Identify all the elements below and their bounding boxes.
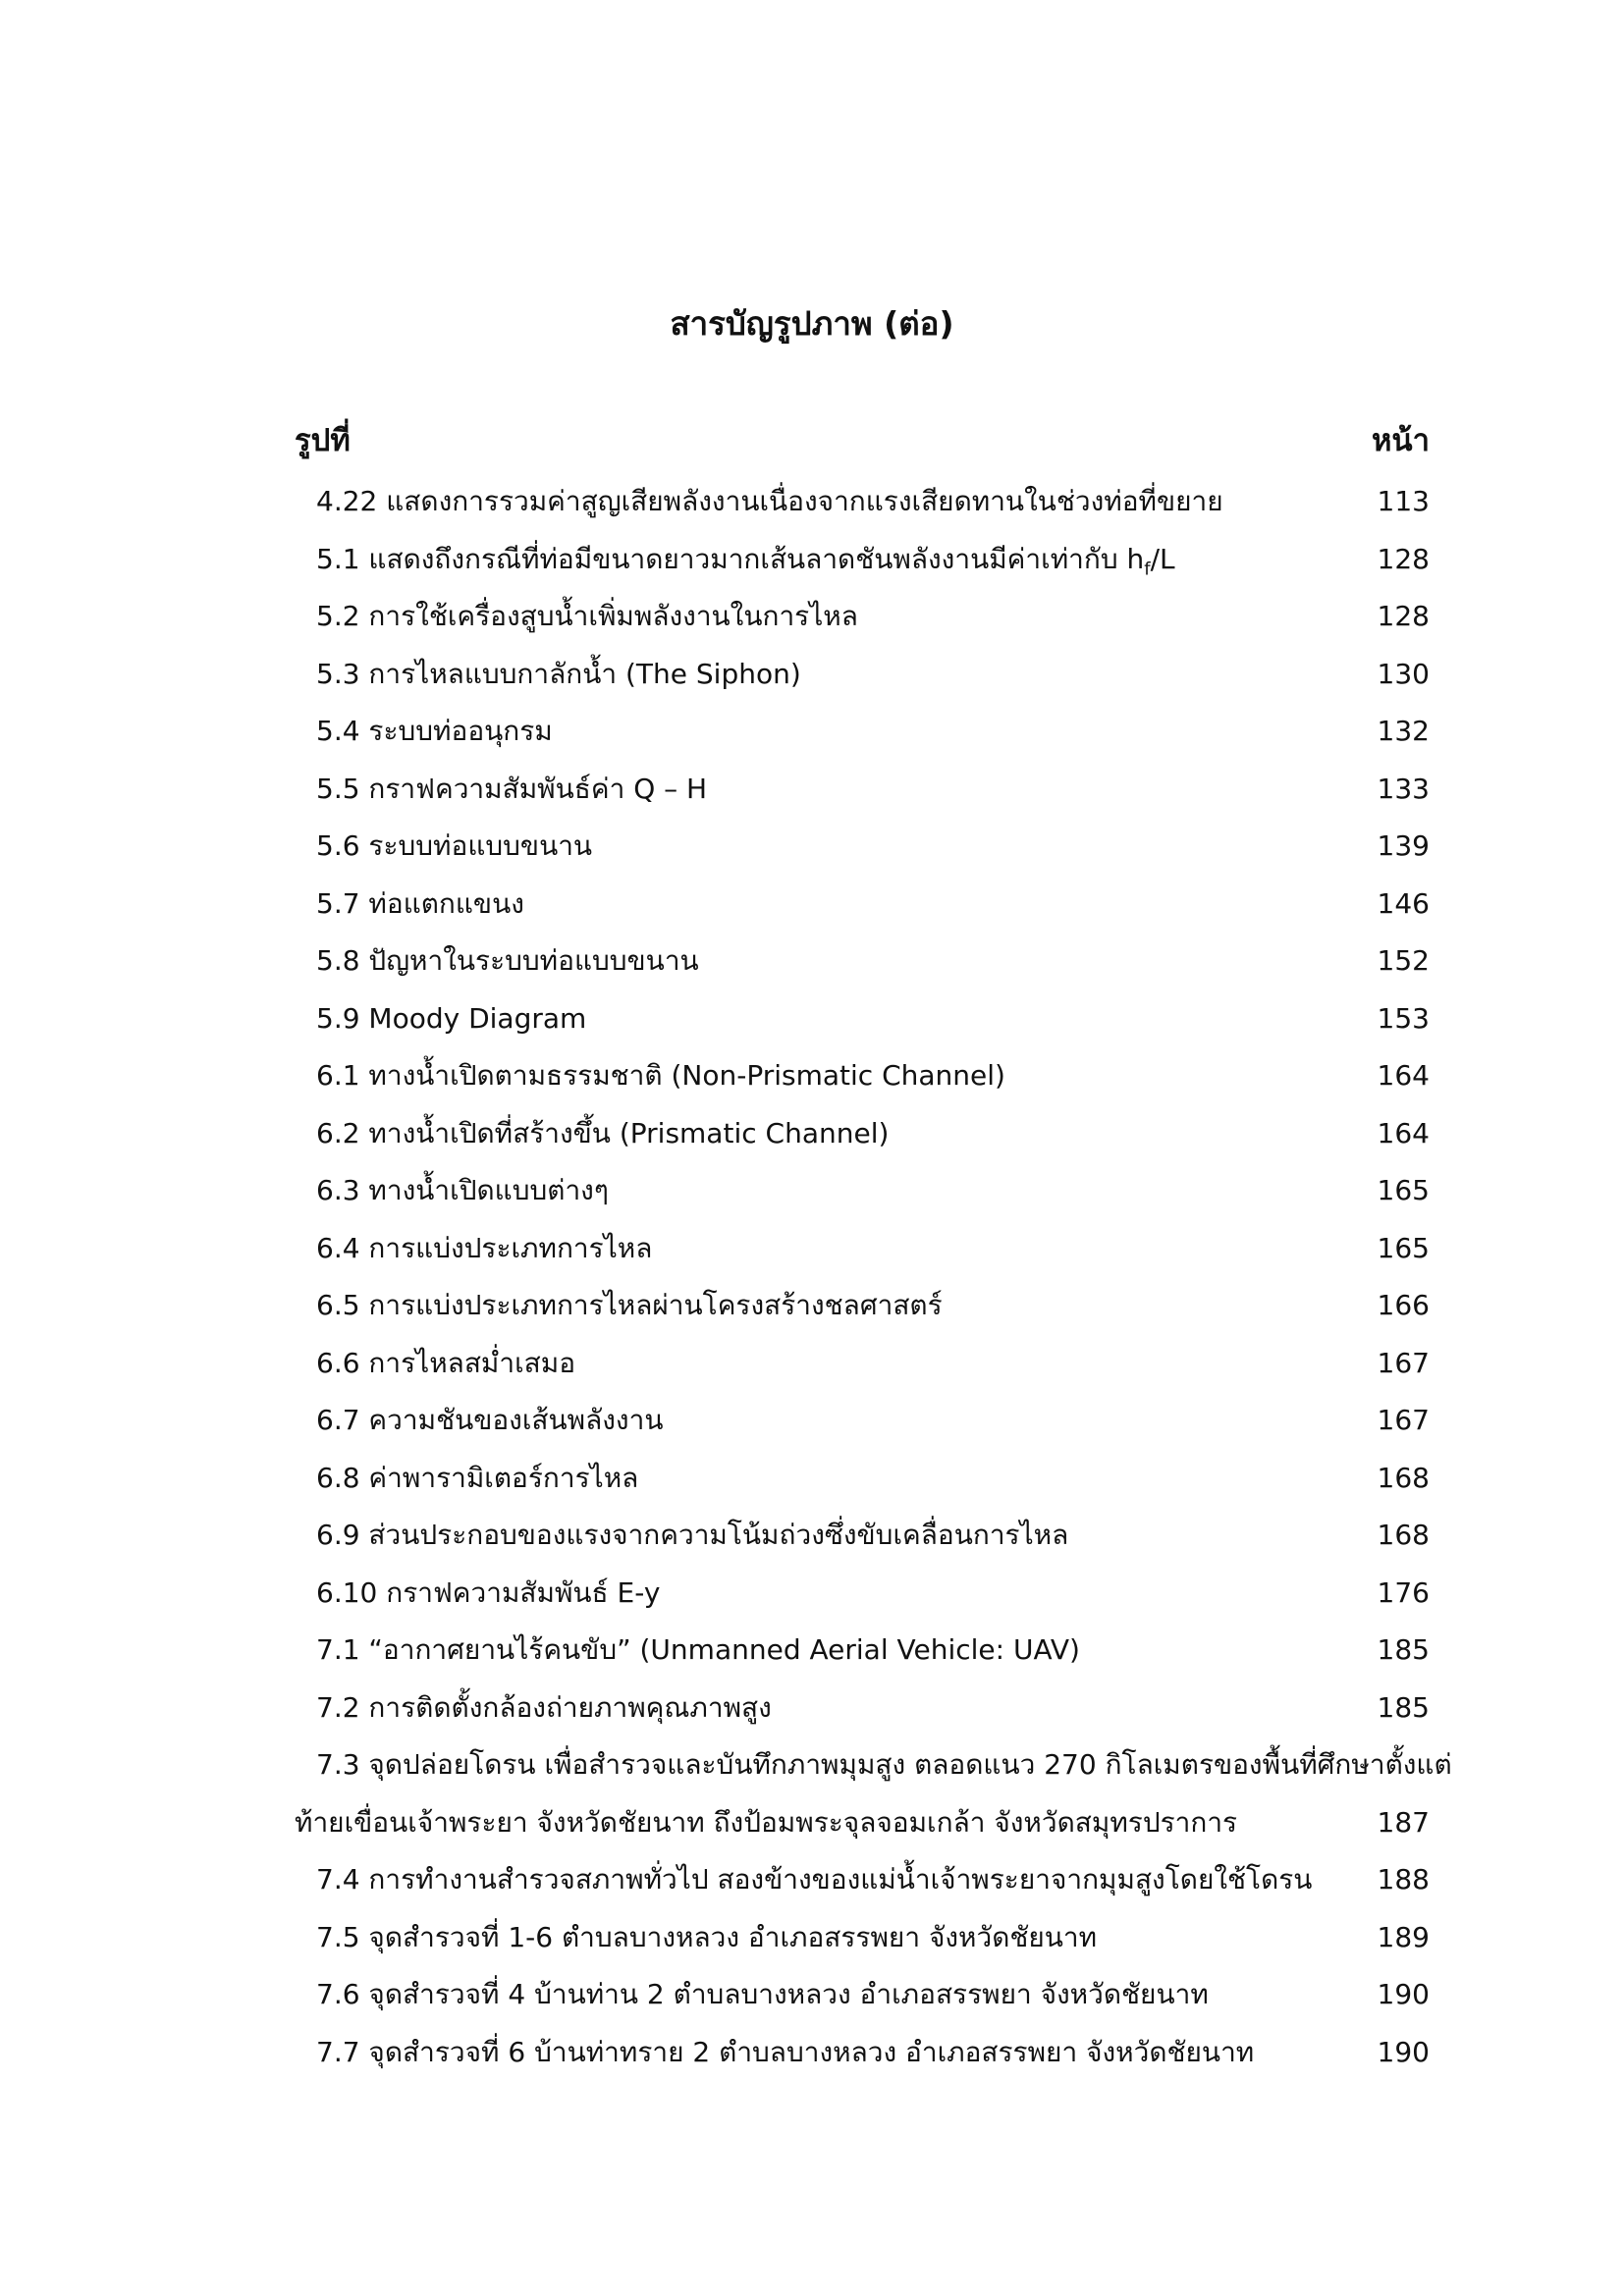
list-item (295, 1392, 1430, 1450)
page-number: 146 (1377, 886, 1430, 920)
column-header-page: หน้า (1371, 423, 1430, 458)
figure-caption: 5.3 การไหลแบบกาลักน้ำ (The Siphon) (316, 657, 801, 690)
page-number: 188 (1377, 1863, 1430, 1896)
list-item (295, 1507, 1430, 1565)
page-number: 128 (1377, 542, 1430, 575)
page-number: 176 (1377, 1575, 1430, 1609)
page-number: 189 (1377, 1920, 1430, 1953)
figure-caption: 5.8 ปัญหาในระบบท่อแบบขนาน (316, 944, 699, 977)
list-item (295, 1851, 1430, 1909)
list-item (295, 990, 1430, 1048)
page-number: 190 (1377, 2035, 1430, 2068)
page-number: 165 (1377, 1231, 1430, 1264)
list-item (295, 818, 1430, 876)
list-item (295, 1622, 1430, 1680)
page-number: 187 (1377, 1805, 1430, 1839)
page-number: 153 (1377, 1001, 1430, 1035)
figure-caption: 5.4 ระบบท่ออนุกรม (316, 715, 553, 747)
list-item (295, 761, 1430, 819)
figure-caption: 5.9 Moody Diagram (316, 1001, 587, 1035)
page-number: 168 (1377, 1519, 1430, 1551)
figure-caption: 5.2 การใช้เครื่องสูบน้ำเพิ่มพลังงานในการไหล (316, 600, 858, 632)
figure-caption: ท้ายเขื่อนเจ้าพระยา จังหวัดชัยนาท ถึงป้อมพระจุลจอมเกล้า จังหวัดสมุทรปราการ (295, 1805, 1238, 1839)
figure-caption: 7.2 การติดตั้งกล้องถ่ายภาพคุณภาพสูง (316, 1690, 772, 1724)
figure-caption (316, 531, 1175, 589)
page-number: 152 (1377, 944, 1430, 977)
figure-caption: 6.5 การแบ่งประเภทการไหลผ่านโครงสร้างชลศาสตร์ (316, 1289, 943, 1321)
page-number: 166 (1377, 1289, 1430, 1321)
figure-caption: 6.3 ทางน้ำเปิดแบบต่างๆ (316, 1174, 609, 1206)
page-number: 130 (1377, 657, 1430, 690)
caption-subscript: f (1144, 559, 1151, 580)
figure-caption: 6.6 การไหลสม่ำเสมอ (316, 1346, 576, 1379)
list-item (295, 1565, 1430, 1623)
caption-tail: /L (1150, 542, 1175, 575)
page-number: 132 (1377, 715, 1430, 747)
list-item (295, 2024, 1430, 2082)
list-item (295, 531, 1430, 589)
page-number: 185 (1377, 1690, 1430, 1724)
page-number: 190 (1377, 1978, 1430, 2010)
figure-caption: 6.1 ทางน้ำเปิดตามธรรมชาติ (Non-Prismatic Channel) (316, 1059, 1005, 1092)
caption-text: 5.1 แสดงถึงกรณีที่ท่อมีขนาดยาวมากเส้นลาดชันพลังงานมีค่าเท่ากับ h (316, 542, 1145, 575)
page-number: 167 (1377, 1346, 1430, 1379)
figure-caption: 6.9 ส่วนประกอบของแรงจากความโน้มถ่วงซึ่งขับเคลื่อนการไหล (316, 1519, 1069, 1551)
list-item (295, 1162, 1430, 1220)
figure-caption: 5.7 ท่อแตกแขนง (316, 886, 524, 920)
figure-caption: 6.4 การแบ่งประเภทการไหล (316, 1231, 653, 1264)
page-number: 168 (1377, 1461, 1430, 1494)
page-number: 164 (1377, 1059, 1430, 1092)
page-number: 165 (1377, 1174, 1430, 1206)
figure-caption: 7.7 จุดสำรวจที่ 6 บ้านท่าทราย 2 ตำบลบางหลวง อำเภอสรรพยา จังหวัดชัยนาท (316, 2035, 1255, 2068)
list-item (295, 588, 1430, 646)
page-number: 139 (1377, 829, 1430, 862)
figure-caption: 5.6 ระบบท่อแบบขนาน (316, 829, 593, 862)
figure-caption: 4.22 แสดงการรวมค่าสูญเสียพลังงานเนื่องจากแรงเสียดทานในช่วงท่อที่ขยาย (316, 485, 1223, 517)
figure-caption: 7.4 การทำงานสำรวจสภาพทั่วไป สองข้างของแม่น้ำเจ้าพระยาจากมุมสูงโดยใช้โดรน (316, 1863, 1313, 1896)
list-item-continuation (295, 1794, 1430, 1852)
list-item (295, 1220, 1430, 1278)
list-item (295, 1736, 1452, 1794)
list-item (295, 703, 1430, 761)
page-number: 167 (1377, 1404, 1430, 1436)
figure-list (295, 473, 1452, 2081)
list-item (295, 933, 1430, 990)
list-item (295, 1680, 1430, 1737)
list-item (295, 646, 1430, 704)
page-title: สารบัญรูปภาพ (ต่อ) (670, 304, 954, 343)
list-item (295, 1966, 1430, 2024)
list-item (295, 1335, 1430, 1393)
list-item (295, 1105, 1430, 1163)
figure-caption: 6.2 ทางน้ำเปิดที่สร้างขึ้น (Prismatic Channel) (316, 1116, 890, 1149)
page-number: 185 (1377, 1633, 1430, 1666)
page-number: 133 (1377, 772, 1430, 805)
list-item (295, 1047, 1430, 1105)
figure-caption: 6.7 ความชันของเส้นพลังงาน (316, 1404, 664, 1436)
figure-caption: 7.3 จุดปล่อยโดรน เพื่อสำรวจและบันทึกภาพมุมสูง ตลอดแนว 270 กิโลเมตรของพื้นที่ศึกษาตั้งแต่ (316, 1748, 1452, 1781)
figure-caption: 7.6 จุดสำรวจที่ 4 บ้านท่าน 2 ตำบลบางหลวง อำเภอสรรพยา จังหวัดชัยนาท (316, 1978, 1209, 2010)
page-number: 164 (1377, 1116, 1430, 1149)
column-header-figure: รูปที่ (295, 423, 351, 458)
list-item (295, 473, 1430, 531)
figure-caption: 6.10 กราฟความสัมพันธ์ E-y (316, 1575, 661, 1609)
figure-caption: 7.1 “อากาศยานไร้คนขับ” (Unmanned Aerial Vehicle: UAV) (316, 1633, 1080, 1666)
figure-caption: 5.5 กราฟความสัมพันธ์ค่า Q – H (316, 772, 708, 805)
page-number: 113 (1377, 485, 1430, 517)
list-item (295, 1277, 1430, 1335)
list-item (295, 1909, 1430, 1967)
page-number: 128 (1377, 600, 1430, 632)
figure-caption: 6.8 ค่าพารามิเตอร์การไหล (316, 1461, 639, 1494)
list-item (295, 876, 1430, 934)
figure-caption: 7.5 จุดสำรวจที่ 1-6 ตำบลบางหลวง อำเภอสรรพยา จังหวัดชัยนาท (316, 1920, 1098, 1953)
list-item (295, 1450, 1430, 1508)
